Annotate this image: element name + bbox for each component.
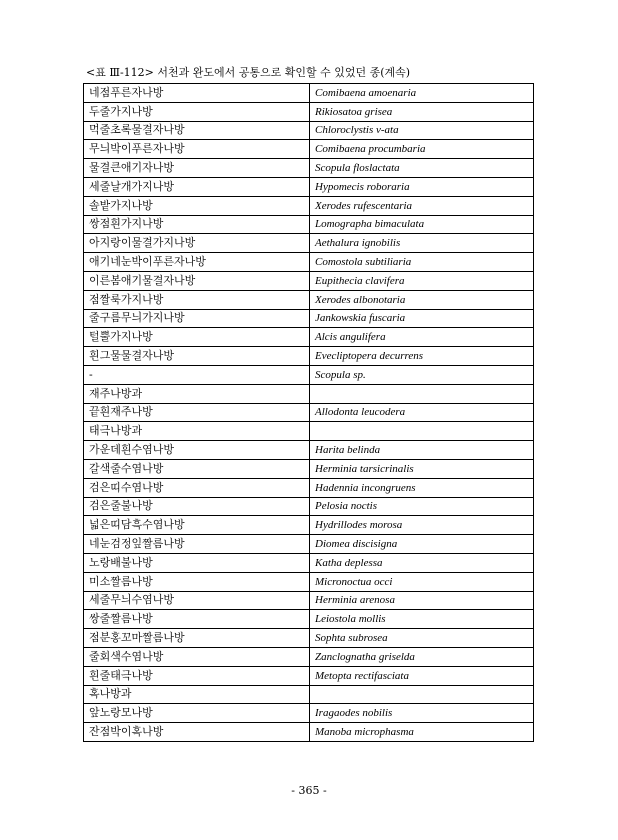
table-row [84,403,534,422]
korean-name-cell: 줄회색수염나방 [84,647,310,666]
korean-name-cell: 두줄가지나방 [84,102,310,121]
scientific-name-cell: Iragaodes nobilis [310,704,534,723]
scientific-name-cell: Lomographa bimaculata [310,215,534,234]
table-row [84,647,534,666]
scientific-name-cell [310,384,534,403]
table-row [84,121,534,140]
korean-name-cell: 점분홍꼬마짤름나방 [84,629,310,648]
scientific-name-cell: Harita belinda [310,441,534,460]
table-row [84,535,534,554]
table-row [84,140,534,159]
family-name-cell: 태극나방과 [84,422,310,441]
table-row [84,234,534,253]
korean-name-cell: 끝흰재주나방 [84,403,310,422]
korean-name-cell: 이른봄애기물결자나방 [84,271,310,290]
scientific-name-cell: Sophta subrosea [310,629,534,648]
korean-name-cell: 아지랑이물결가지나방 [84,234,310,253]
table-row [84,290,534,309]
korean-name-cell: 네점푸른자나방 [84,84,310,103]
scientific-name-cell: Chloroclystis v-ata [310,121,534,140]
scientific-name-cell [310,422,534,441]
korean-name-cell: 흰줄태극나방 [84,666,310,685]
korean-name-cell: 물결큰애기자나방 [84,159,310,178]
table-row [84,459,534,478]
scientific-name-cell: Comostola subtiliaria [310,253,534,272]
table-caption: <표 Ⅲ-112> 서천과 완도에서 공통으로 확인할 수 있었던 종(계속) [86,66,411,79]
table-row [84,723,534,742]
scientific-name-cell: Micronoctua occi [310,572,534,591]
korean-name-cell: 넓은띠담흑수염나방 [84,516,310,535]
family-row [84,422,534,441]
table-row [84,441,534,460]
korean-name-cell: 털뿔가지나방 [84,328,310,347]
scientific-name-cell: Xerodes albonotaria [310,290,534,309]
korean-name-cell: 검은줄불나방 [84,497,310,516]
scientific-name-cell: Rikiosatoa grisea [310,102,534,121]
scientific-name-cell: Katha deplessa [310,553,534,572]
korean-name-cell: - [84,365,310,384]
table-row [84,196,534,215]
scientific-name-cell: Herminia tarsicrinalis [310,459,534,478]
scientific-name-cell: Hypomecis roboraria [310,177,534,196]
korean-name-cell: 잔점박이혹나방 [84,723,310,742]
scientific-name-cell: Comibaena procumbaria [310,140,534,159]
scientific-name-cell: Zanclognatha griselda [310,647,534,666]
scientific-name-cell: Allodonta leucodera [310,403,534,422]
korean-name-cell: 줄구름무늬가지나방 [84,309,310,328]
family-row [84,685,534,704]
table-row [84,253,534,272]
korean-name-cell: 무늬박이푸른자나방 [84,140,310,159]
table-row [84,704,534,723]
korean-name-cell: 노랑배불나방 [84,553,310,572]
table-row [84,159,534,178]
korean-name-cell: 흰그물물결자나방 [84,347,310,366]
korean-name-cell: 애기네눈박이푸른자나방 [84,253,310,272]
scientific-name-cell: Xerodes rufescentaria [310,196,534,215]
species-table-body [84,84,534,742]
scientific-name-cell: Manoba microphasma [310,723,534,742]
scientific-name-cell: Comibaena amoenaria [310,84,534,103]
korean-name-cell: 네눈검정잎짤름나방 [84,535,310,554]
scientific-name-cell: Leiostola mollis [310,610,534,629]
table-row [84,84,534,103]
table-row [84,629,534,648]
scientific-name-cell: Alcis angulifera [310,328,534,347]
scientific-name-cell: Pelosia noctis [310,497,534,516]
scientific-name-cell: Jankowskia fuscaria [310,309,534,328]
table-row [84,610,534,629]
scientific-name-cell: Aethalura ignobilis [310,234,534,253]
scientific-name-cell: Herminia arenosa [310,591,534,610]
table-row [84,215,534,234]
korean-name-cell: 앞노랑모나방 [84,704,310,723]
table-row [84,591,534,610]
table-row [84,572,534,591]
korean-name-cell: 솔밭가지나방 [84,196,310,215]
table-row [84,516,534,535]
scientific-name-cell: Scopula floslactata [310,159,534,178]
family-name-cell: 혹나방과 [84,685,310,704]
table-row [84,365,534,384]
table-row [84,497,534,516]
page-number: - 365 - [291,784,327,797]
scientific-name-cell: Eupithecia clavifera [310,271,534,290]
table-row [84,666,534,685]
scientific-name-cell [310,685,534,704]
korean-name-cell: 세줄무늬수염나방 [84,591,310,610]
table-row [84,347,534,366]
scientific-name-cell: Hydrillodes morosa [310,516,534,535]
family-row [84,384,534,403]
table-row [84,102,534,121]
scientific-name-cell: Scopula sp. [310,365,534,384]
family-name-cell: 재주나방과 [84,384,310,403]
korean-name-cell: 가운데흰수염나방 [84,441,310,460]
table-row [84,328,534,347]
scientific-name-cell: Hadennia incongruens [310,478,534,497]
table-row [84,271,534,290]
korean-name-cell: 미소짤름나방 [84,572,310,591]
korean-name-cell: 쌍줄짤름나방 [84,610,310,629]
korean-name-cell: 갈색줄수염나방 [84,459,310,478]
table-row [84,553,534,572]
korean-name-cell: 먹줄초록물결자나방 [84,121,310,140]
table-row [84,478,534,497]
scientific-name-cell: Metopta rectifasciata [310,666,534,685]
korean-name-cell: 검은띠수염나방 [84,478,310,497]
table-row [84,177,534,196]
species-table [83,83,534,742]
korean-name-cell: 쌍점흰가지나방 [84,215,310,234]
korean-name-cell: 세줄날개가지나방 [84,177,310,196]
scientific-name-cell: Evecliptopera decurrens [310,347,534,366]
korean-name-cell: 점짤룩가지나방 [84,290,310,309]
table-row [84,309,534,328]
scientific-name-cell: Diomea discisigna [310,535,534,554]
